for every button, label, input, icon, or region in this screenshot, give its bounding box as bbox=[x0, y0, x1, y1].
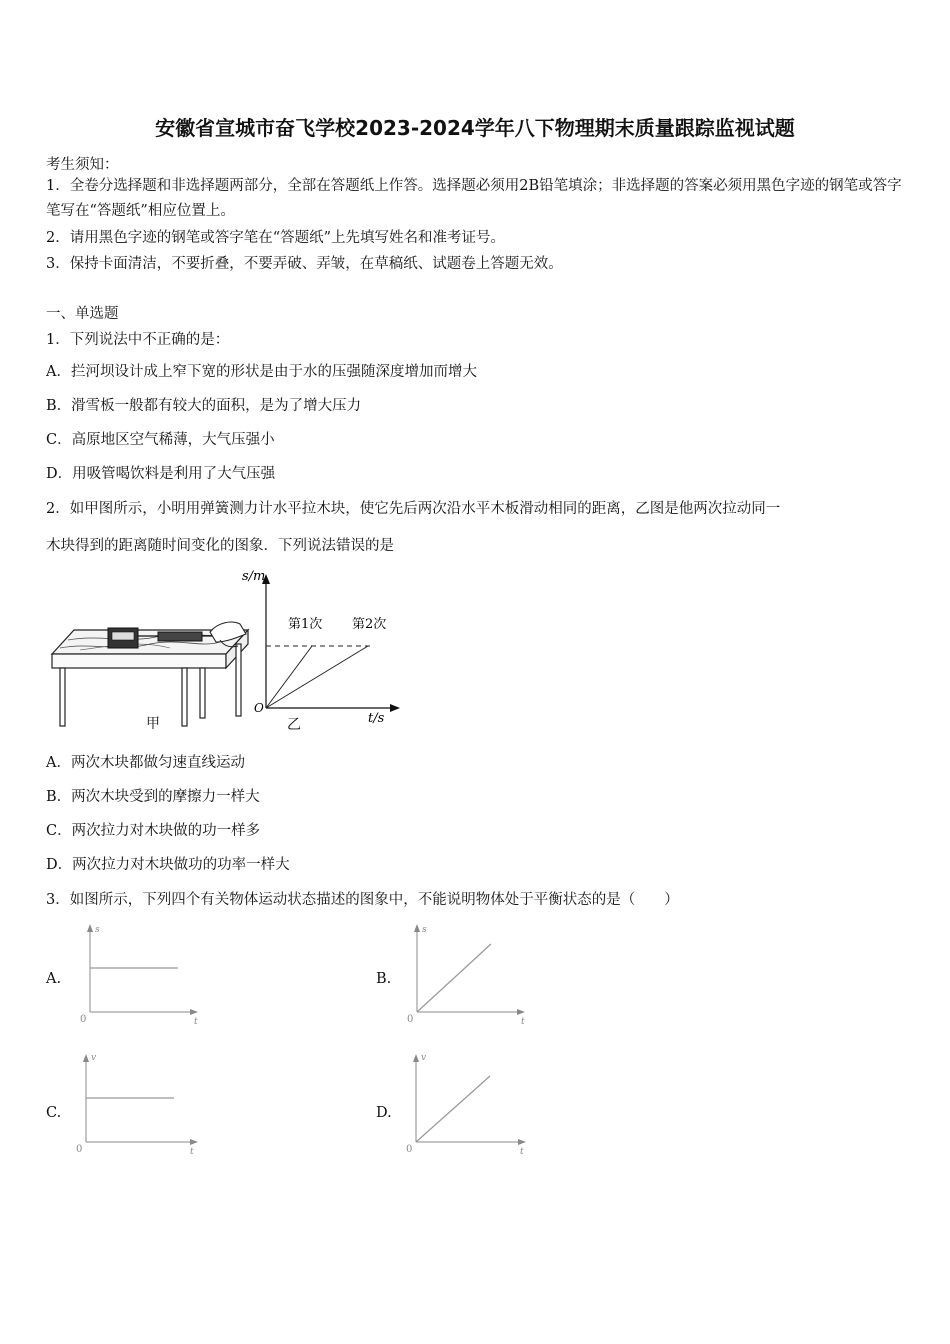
q1-option-b: B．滑雪板一般都有较大的面积，是为了增大压力 bbox=[46, 398, 362, 414]
x-axis-label: t/s bbox=[368, 711, 385, 726]
q3-graph-c-y: v bbox=[91, 1053, 97, 1063]
x-axis-arrow-icon bbox=[390, 704, 400, 712]
section-heading: 一、单选题 bbox=[46, 306, 119, 322]
notice-item-2: 2．请用黑色字迹的钢笔或答字笔在“答题纸”上先填写姓名和准考证号。 bbox=[46, 230, 506, 246]
y-axis-label: s/m bbox=[242, 569, 266, 584]
q3-option-b-label: B. bbox=[376, 971, 392, 987]
q3-graph-b bbox=[403, 920, 533, 1026]
q3-option-a-label: A. bbox=[46, 971, 62, 987]
q3-stem: 3．如图所示，下列四个有关物体运动状态描述的图象中，不能说明物体处于平衡状态的是（ ） bbox=[46, 892, 679, 908]
figure-jia-label: 甲 bbox=[146, 716, 160, 732]
origin-label: O bbox=[254, 701, 264, 715]
q3-graph-d-x: t bbox=[520, 1147, 524, 1156]
q3-graph-a-y: s bbox=[95, 925, 100, 935]
q3-graph-b-origin: 0 bbox=[407, 1014, 414, 1025]
page-title: 安徽省宣城市奋飞学校2023-2024学年八下物理期末质量跟踪监视试题 bbox=[155, 116, 795, 140]
q3-graph-d-origin: 0 bbox=[406, 1144, 413, 1155]
q3-graph-b-y: s bbox=[422, 925, 427, 935]
q3-graph-a-origin: 0 bbox=[80, 1014, 87, 1025]
line-second-trial bbox=[266, 646, 368, 708]
q3-graph-c-x: t bbox=[190, 1147, 194, 1156]
q2-option-c: C．两次拉力对木块做的功一样多 bbox=[46, 823, 261, 839]
q3-graph-c bbox=[72, 1050, 208, 1156]
q2-stem-line2: 木块得到的距离随时间变化的图象．下列说法错误的是 bbox=[46, 538, 394, 554]
figure-yi-graph bbox=[240, 562, 410, 734]
q3-graph-a-x: t bbox=[194, 1017, 198, 1026]
q1-option-c: C．高原地区空气稀薄，大气压强小 bbox=[46, 432, 275, 448]
line-first-trial bbox=[266, 646, 312, 708]
q3-graph-b-x: t bbox=[521, 1017, 525, 1026]
line1-label: 第1次 bbox=[288, 617, 323, 632]
q1-option-d: D．用吸管喝饮料是利用了大气压强 bbox=[46, 466, 276, 482]
q3-option-c-label: C. bbox=[46, 1105, 62, 1121]
q2-stem-line1: 2．如甲图所示，小明用弹簧测力计水平拉木块，使它先后两次沿水平木板滑动相同的距离，乙图是他两次拉动同一 bbox=[46, 501, 781, 517]
notice-item-3: 3．保持卡面清洁，不要折叠，不要弄破、弄皱，在草稿纸、试题卷上答题无效。 bbox=[46, 256, 563, 272]
q3-option-d-label: D. bbox=[376, 1105, 392, 1121]
figure-yi-label: 乙 bbox=[287, 717, 301, 733]
q1-stem: 1．下列说法中不正确的是： bbox=[46, 332, 230, 348]
q2-option-a: A．两次木块都做匀速直线运动 bbox=[46, 755, 245, 771]
q3-graph-d-y: v bbox=[421, 1053, 427, 1063]
notice-item-1: 1．全卷分选择题和非选择题两部分，全部在答题纸上作答。选择题必须用2B铅笔填涂；非选择题的答案必须用黑色字迹的钢笔或答字笔写在“答题纸”相应位置上。 bbox=[46, 178, 902, 219]
q3-graph-c-origin: 0 bbox=[76, 1144, 83, 1155]
q2-option-b: B．两次木块受到的摩擦力一样大 bbox=[46, 789, 260, 805]
q2-option-d: D．两次拉力对木块做功的功率一样大 bbox=[46, 857, 290, 873]
q3-graph-a bbox=[76, 920, 206, 1026]
notice-heading: 考生须知： bbox=[46, 157, 119, 173]
q1-option-a: A．拦河坝设计成上窄下宽的形状是由于水的压强随深度增加而增大 bbox=[46, 364, 477, 380]
line2-label: 第2次 bbox=[352, 617, 387, 632]
q3-graph-d bbox=[402, 1050, 534, 1156]
